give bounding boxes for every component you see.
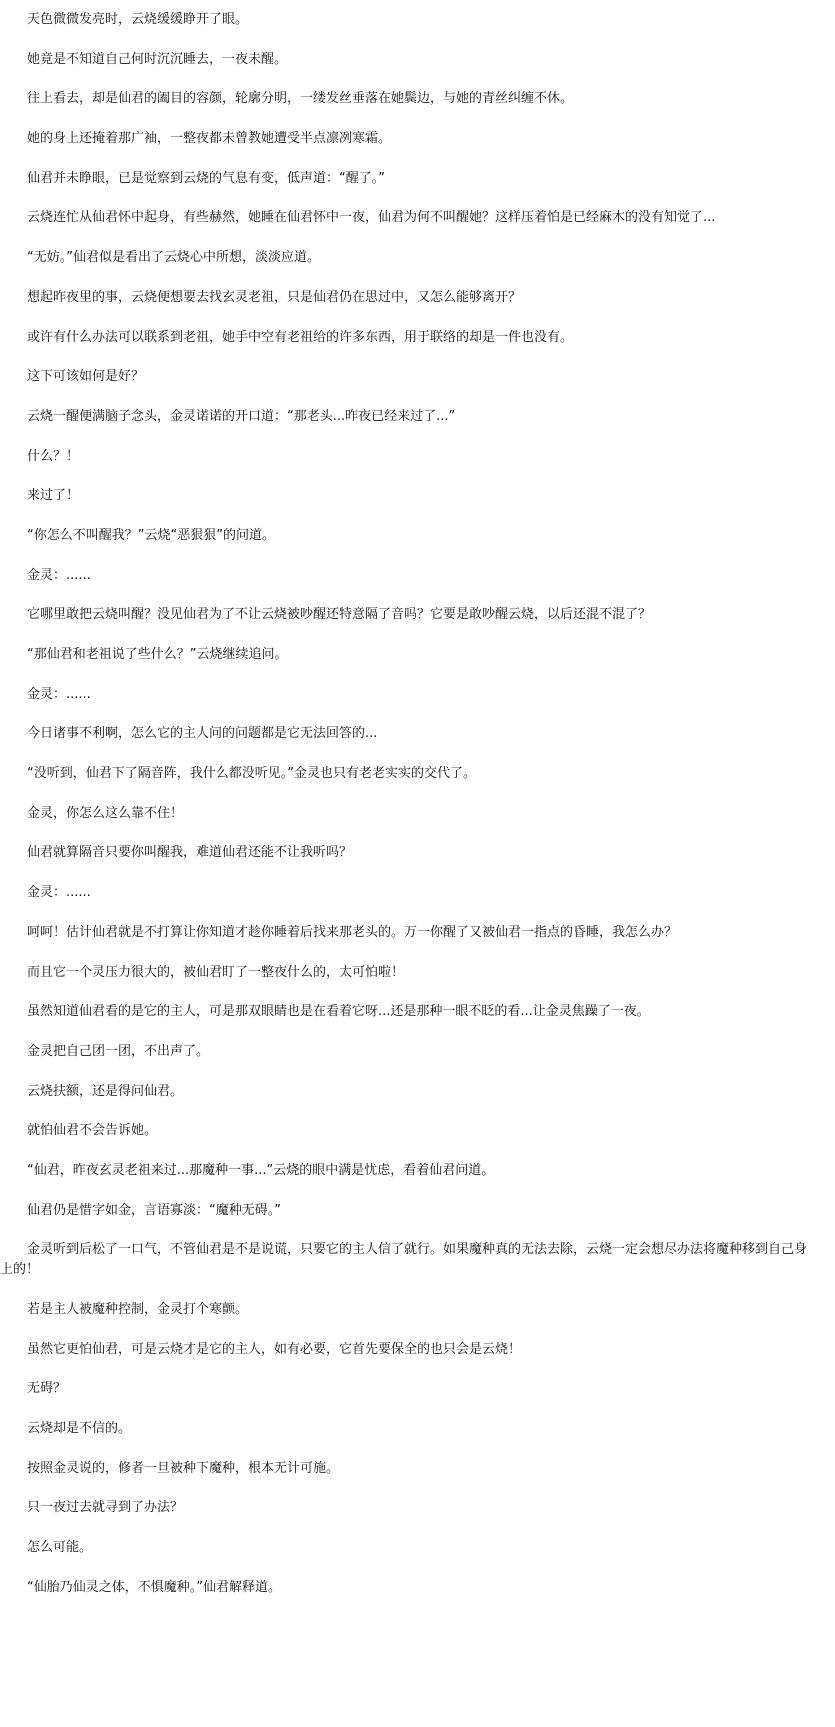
paragraph: 今日诸事不利啊，怎么它的主人问的问题都是它无法回答的... <box>27 726 378 742</box>
paragraph: 呵呵！估计仙君就是不打算让你知道才趁你睡着后找来那老头的。万一你醒了又被仙君一指点的昏睡，我怎么办？ <box>27 924 678 940</box>
paragraph: 或许有什么办法可以联系到老祖，她手中空有老祖给的许多东西，用于联络的却是一件也没有。 <box>27 329 574 345</box>
paragraph: 来过了！ <box>27 488 80 504</box>
paragraph: “你怎么不叫醒我？”云烧“恶狠狠”的问道。 <box>27 527 275 543</box>
paragraph: 仙君仍是惜字如金，言语寡淡：“魔种无碍。” <box>27 1202 281 1218</box>
paragraph: 她竟是不知道自己何时沉沉睡去，一夜未醒。 <box>27 51 288 67</box>
paragraph: 无碍？ <box>27 1381 67 1397</box>
paragraph: 仙君并未睁眼，已是觉察到云烧的气息有变，低声道：“醒了。” <box>27 170 385 186</box>
paragraph: 金灵：...... <box>27 885 91 901</box>
paragraph: 想起昨夜里的事，云烧便想要去找玄灵老祖，只是仙君仍在思过中，又怎么能够离开？ <box>27 289 522 305</box>
paragraph: 云烧却是不信的。 <box>27 1421 132 1437</box>
paragraph: 什么？！ <box>27 448 80 464</box>
paragraph: 虽然它更怕仙君，可是云烧才是它的主人，如有必要，它首先要保全的也只会是云烧！ <box>27 1341 522 1357</box>
paragraph: 金灵把自己团一团，不出声了。 <box>27 1043 210 1059</box>
paragraph: 金灵听到后松了一口气，不管仙君是不是说谎，只要它的主人信了就行。如果魔种真的无法去除，云烧一定会想尽办法将魔种移到自己身上的！ <box>0 1242 808 1278</box>
paragraph: 云烧连忙从仙君怀中起身，有些赫然，她睡在仙君怀中一夜，仙君为何不叫醒她？这样压着怕是已经麻木的没有知觉了... <box>27 210 716 226</box>
paragraph: 虽然知道仙君看的是它的主人，可是那双眼睛也是在看着它呀...还是那种一眼不眨的看...让金灵焦躁了一夜。 <box>27 1004 650 1020</box>
paragraph: 只一夜过去就寻到了办法？ <box>27 1500 184 1516</box>
paragraph: 金灵：...... <box>27 686 91 702</box>
paragraph: “没听到，仙君下了隔音阵，我什么都没听见。”金灵也只有老老实实的交代了。 <box>27 766 476 782</box>
paragraph: 金灵，你怎么这么靠不住！ <box>27 805 184 821</box>
paragraph: 这下可该如何是好？ <box>27 369 145 385</box>
paragraph: 云烧一醒便满脑子念头，金灵诺诺的开口道：“那老头...昨夜已经来过了...” <box>27 408 456 424</box>
paragraph: 云烧扶额，还是得问仙君。 <box>27 1083 184 1099</box>
paragraph: “仙君，昨夜玄灵老祖来过...那魔种一事...”云烧的眼中满是忧虑，看着仙君问道。 <box>27 1162 495 1178</box>
paragraph: 往上看去，却是仙君的阖目的容颜，轮廓分明，一缕发丝垂落在她鬓边，与她的青丝纠缠不休。 <box>27 91 574 107</box>
paragraph: 它哪里敢把云烧叫醒？没见仙君为了不让云烧被吵醒还特意隔了音吗？它要是敢吵醒云烧，以后还混不混了？ <box>27 607 652 623</box>
paragraph: 天色微微发亮时，云烧缓缓睁开了眼。 <box>27 12 249 27</box>
paragraph: 若是主人被魔种控制，金灵打个寒颤。 <box>27 1302 249 1317</box>
paragraph: 按照金灵说的，修者一旦被种下魔种，根本无计可施。 <box>27 1460 340 1476</box>
chapter-text <box>0 10 815 1618</box>
paragraph: 她的身上还掩着那广袖，一整夜都未曾教她遭受半点凛冽寒霜。 <box>27 131 392 147</box>
paragraph: 怎么可能。 <box>27 1540 93 1556</box>
paragraph: 金灵：...... <box>27 567 91 583</box>
paragraph: “那仙君和老祖说了些什么？”云烧继续追问。 <box>27 647 288 662</box>
paragraph: 而且它一个灵压力很大的，被仙君盯了一整夜什么的，太可怕啦！ <box>27 964 405 980</box>
paragraph: 就怕仙君不会告诉她。 <box>27 1123 158 1139</box>
paragraph: “无妨。”仙君似是看出了云烧心中所想，淡淡应道。 <box>27 250 320 266</box>
paragraph: “仙胎乃仙灵之体，不惧魔种。”仙君解释道。 <box>27 1579 281 1595</box>
paragraph: 仙君就算隔音只要你叫醒我，难道仙君还能不让我听吗？ <box>27 845 353 861</box>
